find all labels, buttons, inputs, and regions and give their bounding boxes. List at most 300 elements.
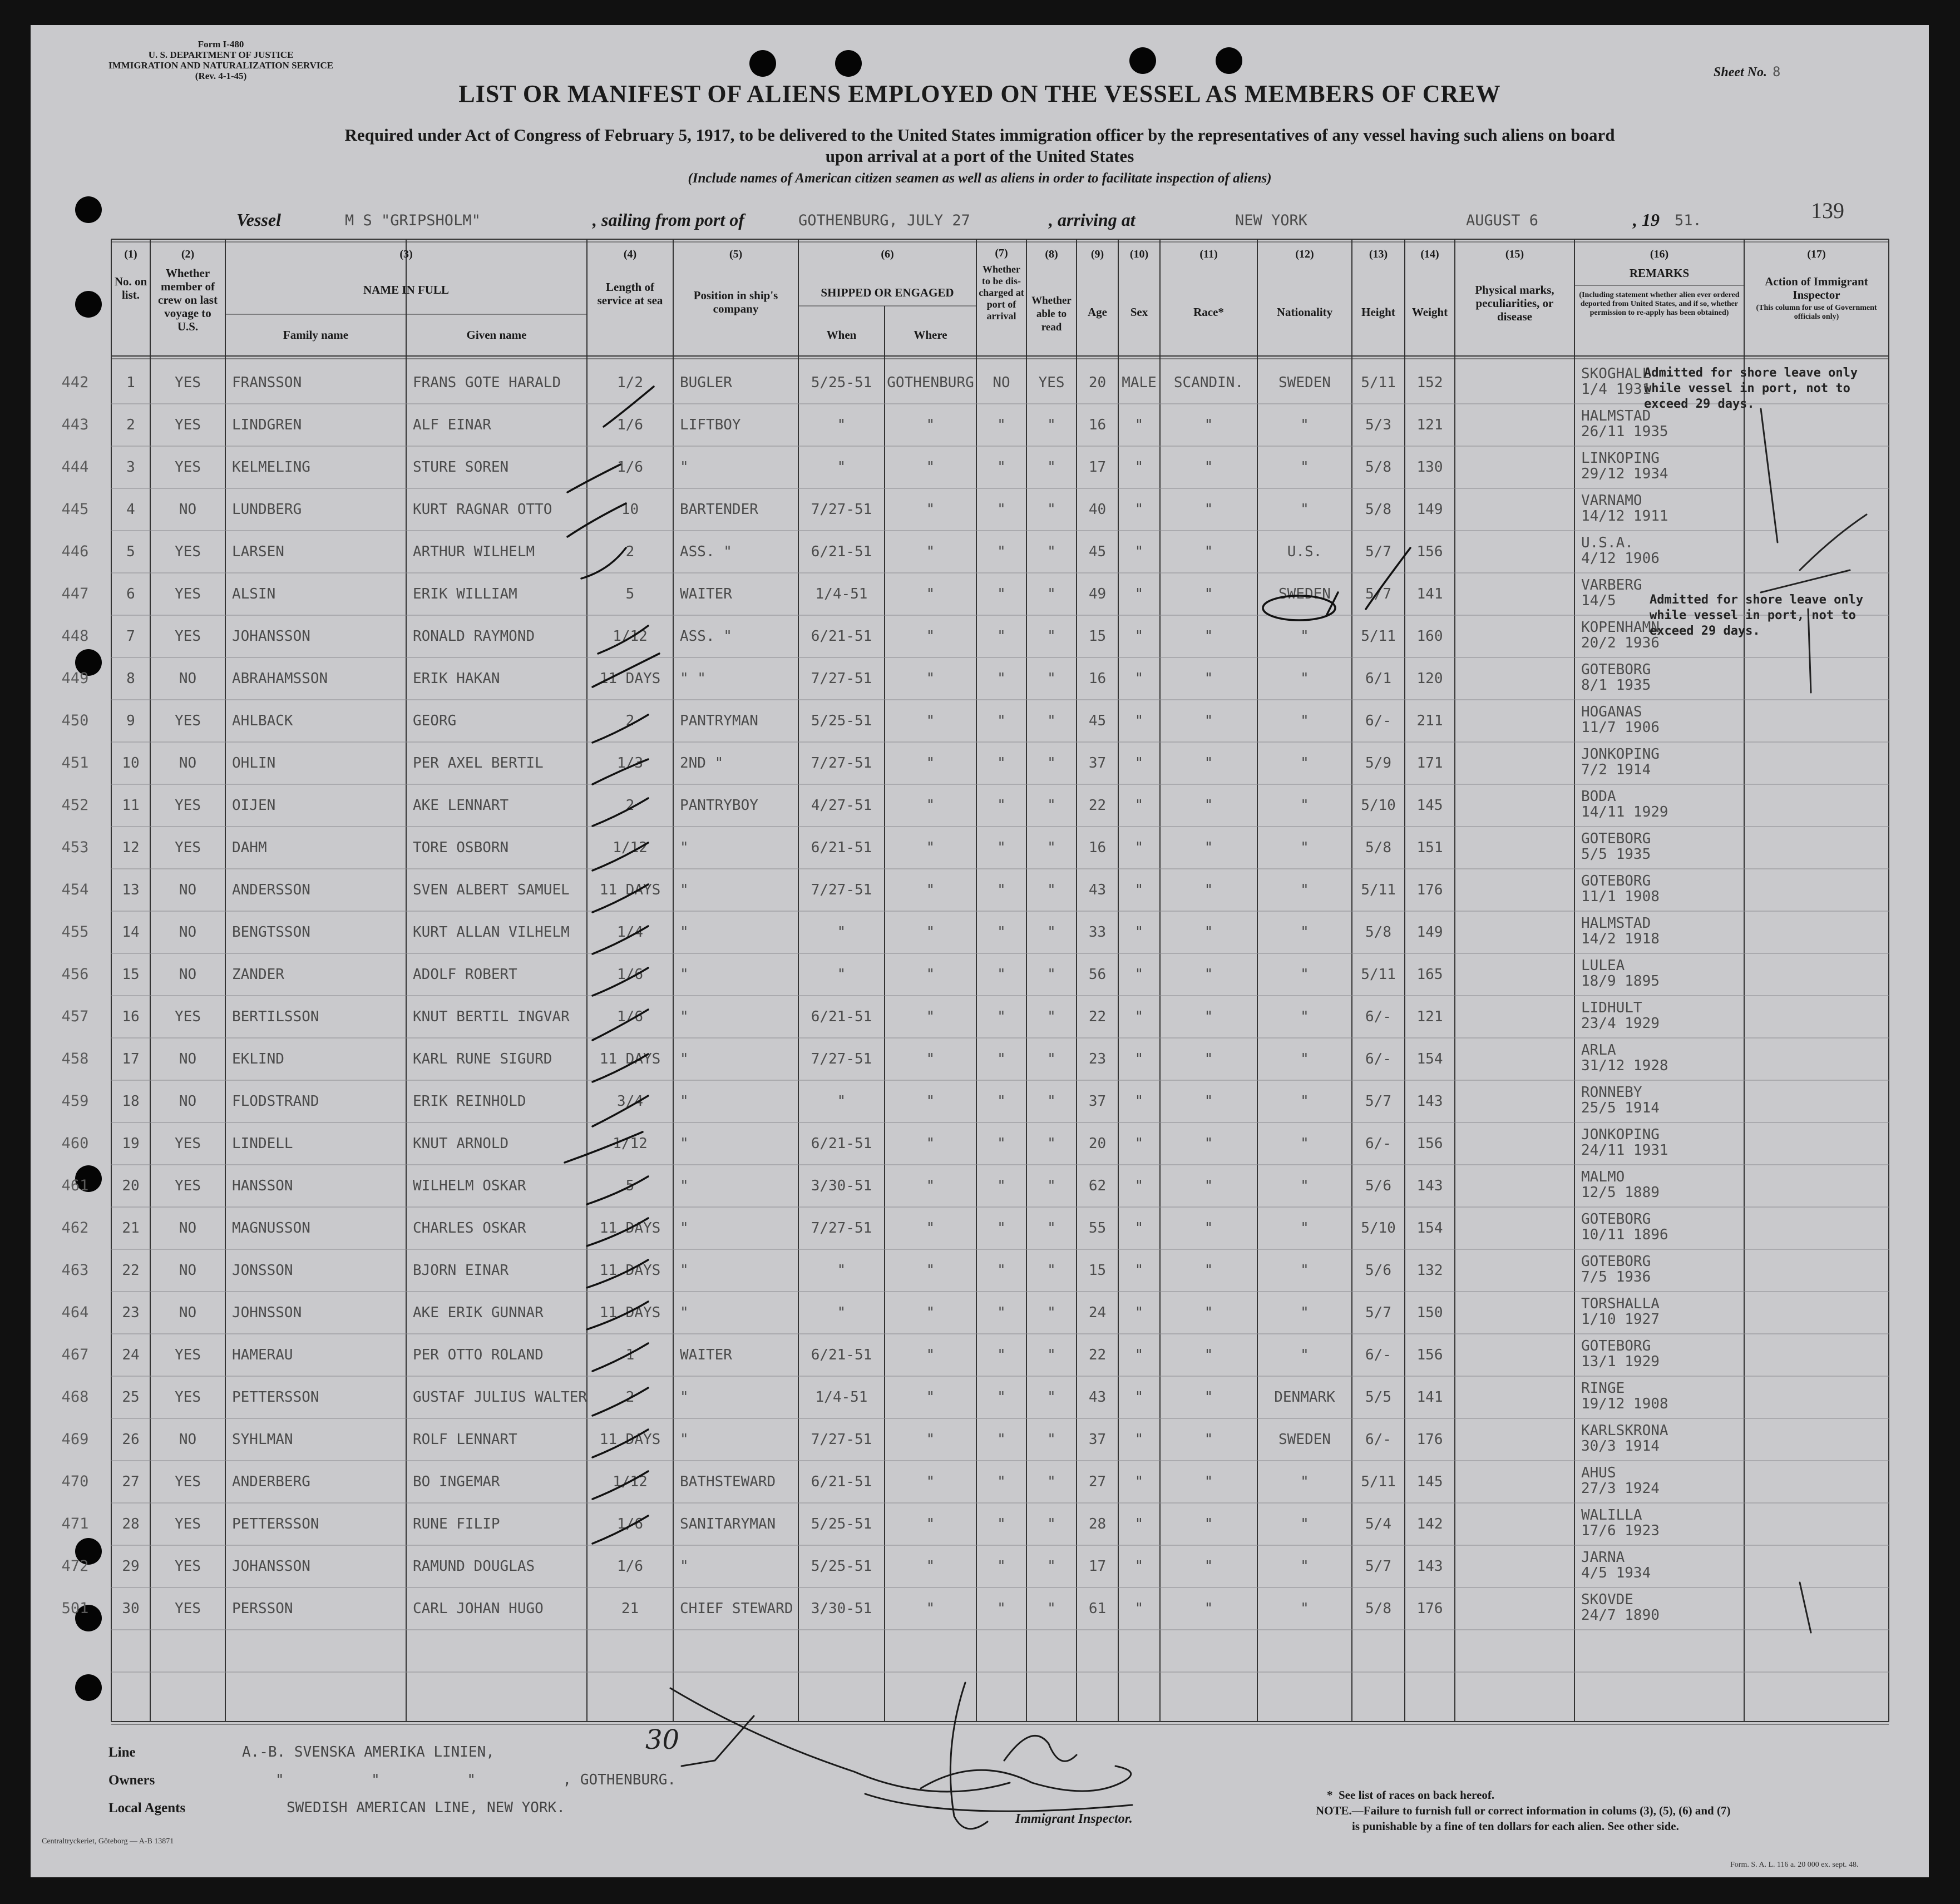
race-cell: " [1204,586,1213,602]
discharged-cell: " [997,1389,1006,1406]
height-cell: 5/8 [1365,501,1391,518]
height-cell: 5/11 [1361,1473,1396,1490]
nationality-cell: " [1300,755,1309,772]
discharged-cell: " [997,670,1006,687]
race-cell: " [1204,1093,1213,1110]
race-cell: " [1204,670,1213,687]
given-name-cell: STURE SOREN [413,459,509,476]
remarks-cell [1574,1080,1744,1122]
shipped-where-cell: " [926,586,935,602]
family-name-cell: ABRAHAMSSON [232,670,328,687]
given-name-cell: CARL JOHAN HUGO [413,1600,544,1617]
service-length-cell: 1/12 [613,839,648,856]
service-length-cell: 1/3 [617,755,643,772]
race-cell: " [1204,1051,1213,1067]
line-number-cell: 469 [61,1431,89,1448]
sex-cell: " [1134,755,1144,772]
shipped-when-cell: 7/27-51 [811,1051,872,1067]
row-number-cell: 2 [126,417,135,433]
row-number-cell: 15 [122,966,140,983]
shipped-when-cell: " [837,966,846,983]
remarks-cell [1574,996,1744,1038]
able-to-read-cell: " [1047,1262,1056,1279]
nationality-cell: " [1300,966,1309,983]
age-cell: 16 [1088,839,1107,856]
family-name-cell: LINDELL [232,1135,293,1152]
sex-cell: " [1134,417,1144,433]
remarks-cell [1574,446,1744,488]
discharged-cell: " [997,966,1006,983]
weight-cell: 120 [1416,670,1443,687]
shipped-where-cell: " [926,1600,935,1617]
race-cell: " [1204,1516,1213,1532]
birthplace: HALMSTAD [1581,915,1651,932]
shipped-where-cell: " [926,628,935,645]
crew-member-flag-cell: YES [175,1558,201,1575]
race-cell: " [1204,417,1213,433]
sex-cell: " [1134,670,1144,687]
crew-member-flag-cell: YES [175,1516,201,1532]
remarks-cell [1574,1165,1744,1207]
family-name-cell: JOHANSSON [232,628,310,645]
ship-position-cell: " [680,1178,689,1194]
shipped-where-cell: " [926,1262,935,1279]
sex-cell: " [1134,1178,1144,1194]
nationality-cell: " [1300,459,1309,476]
row-number-cell: 24 [122,1347,140,1363]
table-row [31,1461,1929,1503]
birthdate: 25/5 1914 [1581,1100,1660,1116]
race-cell: " [1204,1389,1213,1406]
birthdate: 5/5 1935 [1581,846,1651,863]
able-to-read-cell: " [1047,1389,1056,1406]
service-length-cell: 11 DAYS [599,1304,661,1321]
height-cell: 5/11 [1361,628,1396,645]
ship-position-cell: " [680,924,689,941]
service-length-cell: 1/12 [613,1473,648,1490]
sex-cell: " [1134,882,1144,898]
weight-cell: 145 [1416,1473,1443,1490]
crew-member-flag-cell: YES [175,417,201,433]
ship-position-cell: 2ND " [680,755,724,772]
birthplace: VARNAMO [1581,492,1642,509]
sex-cell: " [1134,1558,1144,1575]
row-number-cell: 22 [122,1262,140,1279]
crew-member-flag-cell: NO [179,1051,197,1067]
birthdate: 27/3 1924 [1581,1480,1660,1497]
crew-member-flag-cell: YES [175,1008,201,1025]
sex-cell: " [1134,1389,1144,1406]
age-cell: 20 [1088,374,1107,391]
discharged-cell: " [997,1262,1006,1279]
age-cell: 49 [1088,586,1107,602]
punch-hole [1129,47,1156,74]
manifest-sheet [31,25,1929,1877]
crew-member-flag-cell: YES [175,839,201,856]
year-prefix: , 19 [1633,210,1660,230]
col-header-when: When [826,328,857,342]
col-header-name [225,248,587,296]
height-cell: 5/10 [1361,797,1396,814]
ship-position-cell: " [680,839,689,856]
weight-cell: 143 [1416,1178,1443,1194]
age-cell: 37 [1088,1431,1107,1448]
crew-member-flag-cell: NO [179,1304,197,1321]
ship-position-cell: PANTRYBOY [680,797,758,814]
nationality-cell: U.S. [1287,543,1322,560]
birthdate: 4/12 1906 [1581,550,1660,567]
birthdate: 1/4 1931 [1581,381,1651,398]
ship-position-cell: PANTRYMAN [680,713,758,729]
birthplace: GOTEBORG [1581,1253,1651,1270]
shipped-where-cell: GOTHENBURG [887,374,974,391]
shipped-where-cell: " [926,1008,935,1025]
shipped-where-cell: " [926,839,935,856]
remarks-note: (Including statement whether alien ever ordered deported from United States, and if so, whether permission to re-apply has been obtained) [1579,291,1740,317]
col-label: Length of service at sea [597,280,663,307]
col-header-shipped [798,248,976,299]
height-cell: 5/4 [1365,1516,1391,1532]
row-number-cell: 27 [122,1473,140,1490]
sheet-value: 8 [1773,64,1781,80]
col-header-given: Given name [466,328,527,342]
given-name-cell: ROLF LENNART [413,1431,517,1448]
shipped-when-cell: " [837,459,846,476]
sex-cell: " [1134,797,1144,814]
given-name-cell: KNUT ARNOLD [413,1135,509,1152]
table-row [31,1249,1929,1292]
crew-member-flag-cell: YES [175,374,201,391]
birthdate: 14/5 [1581,592,1616,609]
weight-cell: 121 [1416,417,1443,433]
discharged-cell: " [997,586,1006,602]
given-name-cell: BJORN EINAR [413,1262,509,1279]
height-cell: 6/- [1365,1008,1391,1025]
service-length-cell: 1/6 [617,417,643,433]
able-to-read-cell: " [1047,1093,1056,1110]
ship-position-cell: " [680,1558,689,1575]
given-name-cell: RONALD RAYMOND [413,628,535,645]
family-name-cell: BENGTSSON [232,924,310,941]
shipped-when-cell: 6/21-51 [811,839,872,856]
ship-position-cell: " [680,882,689,898]
agents-label: Local Agents [108,1801,186,1816]
age-cell: 16 [1088,417,1107,433]
line-number-cell: 448 [61,627,89,645]
birthplace: SKOVDE [1581,1591,1633,1608]
row-number-cell: 20 [122,1178,140,1194]
remarks-cell [1574,742,1744,784]
height-cell: 6/- [1365,1347,1391,1363]
birthplace: GOTEBORG [1581,661,1651,678]
sex-cell: " [1134,1093,1144,1110]
height-cell: 5/11 [1361,966,1396,983]
birthdate: 11/1 1908 [1581,888,1660,905]
shipped-when-cell: 1/4-51 [815,1389,868,1406]
discharged-cell: " [997,1473,1006,1490]
height-cell: 5/10 [1361,1220,1396,1237]
line-number-cell: 443 [61,416,89,433]
col-label: Action of Immigrant Inspector [1765,275,1868,301]
sex-cell: " [1134,1051,1144,1067]
service: IMMIGRATION AND NATURALIZATION SERVICE [108,60,334,71]
race-cell: " [1204,713,1213,729]
nationality-cell: " [1300,713,1309,729]
sex-cell: " [1134,713,1144,729]
able-to-read-cell: " [1047,966,1056,983]
able-to-read-cell: " [1047,839,1056,856]
table-row [31,1503,1929,1545]
age-cell: 33 [1088,924,1107,941]
page-number: 139 [1811,198,1844,223]
family-name-cell: OIJEN [232,797,276,814]
row-number-cell: 17 [122,1051,140,1067]
birthdate: 1/10 1927 [1581,1311,1660,1328]
shipped-where-cell: " [926,1473,935,1490]
owners-label: Owners [108,1773,155,1788]
birthplace: JARNA [1581,1549,1625,1566]
height-cell: 5/11 [1361,882,1396,898]
able-to-read-cell: " [1047,417,1056,433]
shipped-when-cell: 5/25-51 [811,1516,872,1532]
punch-hole [75,196,102,223]
col-label: SHIPPED OR ENGAGED [821,286,954,299]
punch-hole [75,291,102,318]
able-to-read-cell: " [1047,924,1056,941]
nationality-cell: " [1300,797,1309,814]
birthdate: 10/11 1896 [1581,1227,1668,1243]
line-number-cell: 470 [61,1473,89,1490]
shipped-when-cell: " [837,1262,846,1279]
crew-member-flag-cell: NO [179,755,197,772]
race-cell: " [1204,924,1213,941]
row-number-cell: 11 [122,797,140,814]
table-row [31,1122,1929,1165]
row-number-cell: 7 [126,628,135,645]
sailing-port: GOTHENBURG, JULY 27 [798,212,970,229]
age-cell: 61 [1088,1600,1107,1617]
race-cell: " [1204,459,1213,476]
remarks-cell [1574,1503,1744,1545]
col-header-where: Where [914,328,947,342]
birthplace: VARBERG [1581,577,1642,594]
service-length-cell: 5 [625,1178,635,1194]
given-name-cell: PER AXEL BERTIL [413,755,544,772]
crew-member-flag-cell: YES [175,797,201,814]
height-cell: 5/6 [1365,1262,1391,1279]
weight-cell: 160 [1416,628,1443,645]
shipped-when-cell: 5/25-51 [811,713,872,729]
family-name-cell: PETTERSSON [232,1516,319,1532]
shipped-where-cell: " [926,1220,935,1237]
shipped-where-cell: " [926,1178,935,1194]
able-to-read-cell: " [1047,670,1056,687]
arrival-date: AUGUST 6 [1466,212,1539,229]
race-note: * See list of races on back hereof. [1327,1788,1495,1802]
shipped-where-cell: " [926,797,935,814]
service-length-cell: 5 [625,586,635,602]
family-name-cell: PERSSON [232,1600,293,1617]
note-line-2: is punishable by a fine of ten dollars for each alien. See other side. [1352,1819,1679,1833]
col-label: Weight [1411,305,1448,319]
height-cell: 5/8 [1365,1600,1391,1617]
able-to-read-cell: " [1047,628,1056,645]
nationality-cell: " [1300,1262,1309,1279]
shipped-when-cell: " [837,1304,846,1321]
height-cell: 5/6 [1365,1178,1391,1194]
nationality-cell: " [1300,1135,1309,1152]
family-name-cell: ZANDER [232,966,284,983]
family-name-cell: KELMELING [232,459,310,476]
birthdate: 14/2 1918 [1581,931,1660,947]
service-length-cell: 1/6 [617,1558,643,1575]
age-cell: 55 [1088,1220,1107,1237]
remarks-cell [1574,657,1744,700]
note-line-1: NOTE.—Failure to furnish full or correct information in colums (3), (5), (6) and (7) [1316,1804,1731,1817]
ship-position-cell: " " [680,670,706,687]
punch-hole [835,50,862,77]
given-name-cell: SVEN ALBERT SAMUEL [413,882,570,898]
weight-cell: 176 [1416,882,1443,898]
sex-cell: " [1134,1431,1144,1448]
discharged-cell: " [997,417,1006,433]
discharged-cell: " [997,1347,1006,1363]
birthplace: JONKOPING [1581,746,1660,763]
ship-position-cell: " [680,1220,689,1237]
shipped-where-cell: " [926,924,935,941]
age-cell: 23 [1088,1051,1107,1067]
col-label: REMARKS [1629,266,1690,280]
height-cell: 5/7 [1365,1093,1391,1110]
given-name-cell: FRANS GOTE HARALD [413,374,561,391]
ship-position-cell: WAITER [680,1347,732,1363]
age-cell: 37 [1088,1093,1107,1110]
birthplace: SKOGHALL [1581,365,1651,382]
birthplace: RINGE [1581,1380,1625,1397]
service-length-cell: 2 [625,797,635,814]
punch-hole [749,50,776,77]
race-cell: " [1204,1008,1213,1025]
col-header-race [1160,248,1257,319]
table-row [31,1334,1929,1376]
col-num: (14) [1420,248,1439,260]
nationality-cell: " [1300,1220,1309,1237]
line-number-cell: 442 [61,374,89,391]
row-number-cell: 19 [122,1135,140,1152]
age-cell: 15 [1088,628,1107,645]
given-name-cell: WILHELM OSKAR [413,1178,526,1194]
service-length-cell: 10 [621,501,639,518]
line-number-cell: 461 [61,1177,89,1194]
family-name-cell: OHLIN [232,755,276,772]
ship-position-cell: LIFTBOY [680,417,741,433]
crew-member-flag-cell: NO [179,1093,197,1110]
remarks-cell [1574,1249,1744,1292]
given-name-cell: ERIK HAKAN [413,670,500,687]
age-cell: 24 [1088,1304,1107,1321]
crew-member-flag-cell: YES [175,628,201,645]
page-title: LIST OR MANIFEST OF ALIENS EMPLOYED ON THE VESSEL AS MEMBERS OF CREW [458,80,1501,107]
race-cell: " [1204,882,1213,898]
table-row [31,1376,1929,1418]
table-row [31,531,1929,573]
ship-position-cell: BUGLER [680,374,732,391]
age-cell: 62 [1088,1178,1107,1194]
col-header-crew [150,248,225,333]
table-row [31,784,1929,827]
line-number-cell: 447 [61,585,89,602]
crew-member-flag-cell: YES [175,459,201,476]
col-num: (17) [1807,248,1826,260]
row-number-cell: 1 [126,374,135,391]
col-header-remarks [1574,248,1744,318]
race-cell: " [1204,839,1213,856]
able-to-read-cell: " [1047,1178,1056,1194]
nationality-cell: " [1300,924,1309,941]
age-cell: 45 [1088,543,1107,560]
height-cell: 5/7 [1365,1558,1391,1575]
remarks-cell [1574,1207,1744,1249]
service-length-cell: 11 DAYS [599,882,661,898]
given-name-cell: KURT RAGNAR OTTO [413,501,552,518]
service-length-cell: 11 DAYS [599,1051,661,1067]
family-name-cell: SYHLMAN [232,1431,293,1448]
weight-cell: 171 [1416,755,1443,772]
table-row [31,742,1929,784]
race-cell: " [1204,628,1213,645]
weight-cell: 149 [1416,924,1443,941]
line-number-cell: 445 [61,501,89,518]
shipped-where-cell: " [926,1558,935,1575]
subtitle-arrival: upon arrival at a port of the United States [825,146,1134,166]
discharged-cell: " [997,1135,1006,1152]
col-num: (16) [1650,248,1669,260]
ship-position-cell: WAITER [680,586,732,602]
ship-position-cell: CHIEF STEWARD [680,1600,793,1617]
nationality-cell: " [1300,839,1309,856]
birthplace: GOTEBORG [1581,873,1651,889]
line-label: Line [108,1745,136,1760]
nationality-cell: " [1300,1093,1309,1110]
race-cell: " [1204,543,1213,560]
row-number-cell: 25 [122,1389,140,1406]
height-cell: 6/1 [1365,670,1391,687]
discharged-cell: " [997,1178,1006,1194]
weight-cell: 142 [1416,1516,1443,1532]
col-label: Physical marks, peculiarities, or disease [1475,283,1554,323]
race-cell: " [1204,1178,1213,1194]
nationality-cell: " [1300,628,1309,645]
race-cell: " [1204,1431,1213,1448]
vessel-label: Vessel [236,210,281,230]
line-number-cell: 457 [61,1008,89,1025]
shipped-when-cell: 7/27-51 [811,670,872,687]
able-to-read-cell: " [1047,713,1056,729]
age-cell: 22 [1088,1347,1107,1363]
birthdate: 19/12 1908 [1581,1396,1668,1412]
able-to-read-cell: " [1047,459,1056,476]
shipped-where-cell: " [926,1347,935,1363]
ship-position-cell: SANITARYMAN [680,1516,776,1532]
col-label: Whether to be dis-charged at port of arrival [979,264,1024,322]
able-to-read-cell: " [1047,543,1056,560]
birthplace: HALMSTAD [1581,408,1651,424]
able-to-read-cell: " [1047,1347,1056,1363]
row-number-cell: 18 [122,1093,140,1110]
discharged-cell: " [997,1431,1006,1448]
line-number-cell: 468 [61,1388,89,1406]
discharged-cell: " [997,1093,1006,1110]
